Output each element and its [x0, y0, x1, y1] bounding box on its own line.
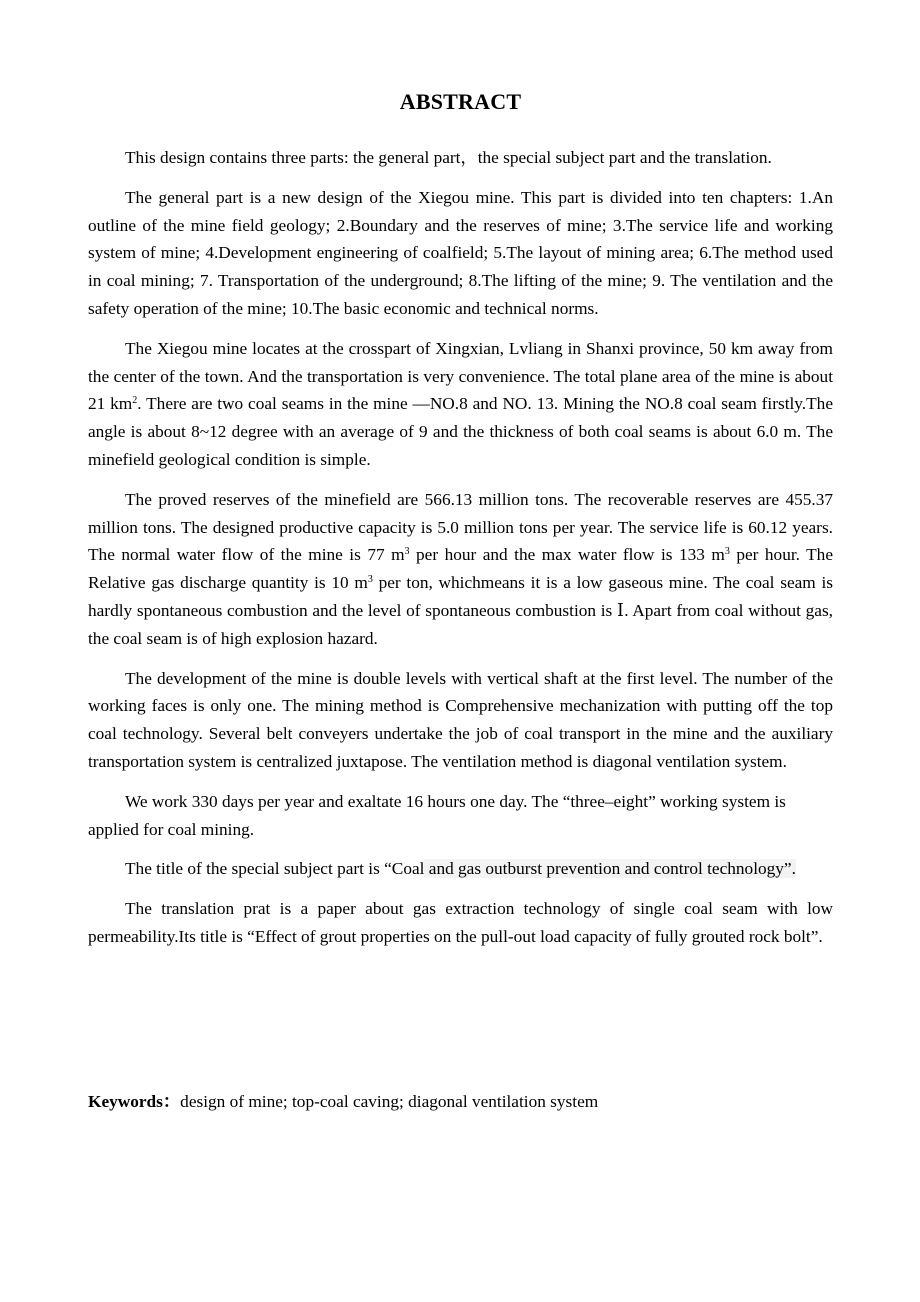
superscript: 3 [724, 546, 730, 558]
text-segment: The Xiegou mine locates at the crosspart of Xingxian, Lvliang in Shanxi province, 50 km away from the center of the town. And the transportation is very convenience. The total plane area of the mine is about 21 km [88, 338, 833, 414]
keywords-line [88, 1088, 833, 1116]
text-segment: per ton, whichmeans it is a low gaseous mine. The coal seam is hardly spontaneous combustion and the level of spontaneous combustion is Ⅰ. Apart from coal without gas, the coal seam is of high explosion hazard. [88, 573, 833, 648]
paragraph-working-system: We work 330 days per year and exaltate 16 hours one day. The “three–eight” working system is applied for coal mining. [88, 791, 786, 839]
paragraph-general-part: The general part is a new design of the Xiegou mine. This part is divided into ten chapters: 1.An outline of the mine field geology; 2.Boundary and the reserves of mine; 3.The service life and working system of mine; 4.Development engineering of coalfield; 5.The layout of mining area; 6.The method used in coal mining; 7. Transportation of the underground; 8.The lifting of the mine; 9. The ventilation and the safety operation of the mine; 10.The basic economic and technical norms. [88, 187, 833, 318]
superscript: 3 [404, 546, 410, 558]
text-segment: The title of the special subject part is “Coal [125, 859, 425, 879]
text-segment: per hour. The Relative gas discharge quantity is 10 m [88, 545, 833, 593]
text-segment: The proved reserves of the minefield are 566.13 million tons. The recoverable reserves are 455.37 million tons. The designed productive capacity is 5.0 million tons per year. The service life is 60.12 years. The normal water flow of the mine is 77 m [88, 489, 833, 565]
text-segment: . There are two coal seams in the mine —NO.8 and NO. 13. Mining the NO.8 coal seam firstly.The angle is about 8~12 degree with an average of 9 and the thickness of both coal seams is about 6.0 m. The minefield geological condition is simple. [88, 394, 833, 469]
abstract-page [88, 88, 833, 963]
paragraph-mine-location [88, 335, 833, 474]
superscript: 2 [132, 395, 138, 407]
paragraph-special-subject [88, 855, 833, 883]
paragraph-overview: This design contains three parts: the general part，the special subject part and the translation. [125, 148, 772, 167]
paragraph-translation: The translation prat is a paper about gas extraction technology of single coal seam with low permeability.Its title is “Effect of grout properties on the pull-out load capacity of fully grouted rock bolt”. [88, 899, 833, 946]
keywords-label: Keywords： [88, 1092, 181, 1111]
paragraph-reserves [88, 486, 833, 653]
superscript: 3 [367, 574, 373, 586]
paragraph-development: The development of the mine is double levels with vertical shaft at the first level. The number of the working faces is only one. The mining method is Comprehensive mechanization with putting off the top coal technology. Several belt conveyers undertake the job of coal transport in the mine and the auxiliary transportation system is centralized juxtapose. The ventilation method is diagonal ventilation system. [88, 668, 833, 771]
keywords-text: design of mine; top-coal caving; diagonal ventilation system [180, 1092, 599, 1111]
highlighted-text: and gas outburst prevention and control technology”. [424, 859, 796, 879]
page-title: ABSTRACT [399, 89, 522, 114]
text-segment: per hour and the max water flow is 133 m [409, 545, 725, 565]
